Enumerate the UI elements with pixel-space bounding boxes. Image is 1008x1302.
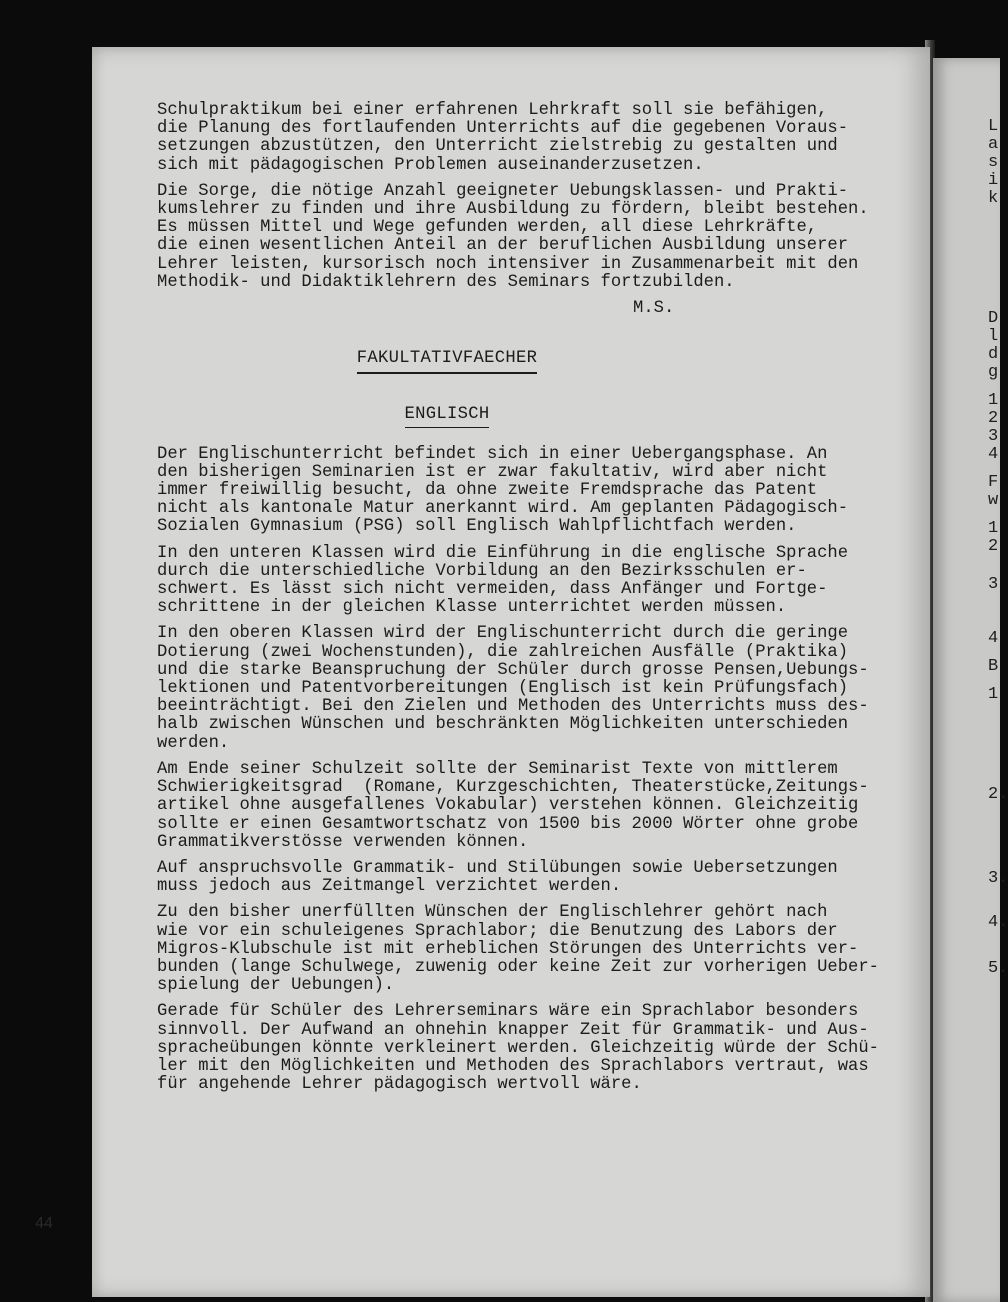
adjacent-margin-char: D	[988, 309, 999, 328]
paragraph: Am Ende seiner Schulzeit sollte der Seminarist Texte von mittlerem Schwierigkeitsgrad (Romane, Kurzgeschichten, Theaterstücke,Zeitungs- artikel ohne ausgefallenes Vokabular) verstehen können. Gleichzeitig sollte er einen Gesamtwortschatz von 1500 bis 2000 Wörter ohne grobe Grammatikverstösse verwenden können.	[157, 759, 869, 852]
adjacent-margin-char: L	[988, 117, 999, 136]
adjacent-margin-char: w	[988, 491, 999, 510]
adjacent-margin-char: k	[988, 189, 999, 208]
adjacent-margin-char: a	[988, 135, 999, 154]
subject-heading: ENGLISCH	[405, 406, 490, 427]
adjacent-margin-char: 1	[988, 685, 999, 704]
adjacent-margin-char: 2	[988, 409, 999, 428]
adjacent-margin-char: 4.	[988, 913, 1008, 932]
adjacent-margin-char: 2	[988, 537, 999, 556]
paragraph: Die Sorge, die nötige Anzahl geeigneter Uebungsklassen- und Prakti- kumslehrer zu finden und ihre Ausbildung zu fördern, bleibt bestehen. Es müssen Mittel und Wege gefunden werden, all diese Lehrkräfte, die einen wesentlichen Anteil an der beruflichen Ausbildung unserer Lehrer leisten, kursorisch noch intensiver in Zusammenarbeit mit den Methodik- und Didaktiklehrern des Seminars fortzubilden.	[157, 181, 869, 292]
adjacent-margin-char: 4	[988, 445, 999, 464]
paragraph: Gerade für Schüler des Lehrerseminars wäre ein Sprachlabor besonders sinnvoll. Der Aufwand an ohnehin knapper Zeit für Grammatik- und Aus- spracheübungen könnte verkleinert werden. Gleichzeitig würde der Schü- ler mit den Möglichkeiten und Methoden des Sprachlabors vertraut, was für angehende Lehrer pädagogisch wertvoll wäre.	[157, 1002, 879, 1095]
page-content	[157, 102, 917, 1102]
adjacent-margin-char: 3	[988, 575, 999, 594]
intro-section	[157, 102, 917, 318]
paragraph: Auf anspruchsvolle Grammatik- und Stilübungen sowie Uebersetzungen muss jedoch aus Zeitmangel verzichtet werden.	[157, 858, 838, 897]
paragraph: Der Englischunterricht befindet sich in einer Uebergangsphase. An den bisherigen Seminarien ist er zwar fakultativ, wird aber nicht immer freiwillig besucht, da ohne zweite Fremdsprache das Patent nicht als kantonale Matur anerkannt wird. Am geplanten Pädagogisch- Sozialen Gymnasium (PSG) soll Englisch Wahlpflichtfach werden.	[157, 444, 849, 537]
page-number	[0, 1215, 1000, 1233]
heading-block	[157, 350, 737, 427]
adjacent-page-edge	[933, 58, 1008, 1302]
adjacent-margin-char: 1	[988, 391, 999, 410]
author-initials: M.S.	[633, 299, 675, 319]
paragraph: In den oberen Klassen wird der Englischunterricht durch die geringe Dotierung (zwei Wochenstunden), die zahlreichen Ausfälle (Praktika) und die starke Beanspruchung der Schüler durch grosse Pensen,Uebungs- lektionen und Patentvorbereitungen (Englisch ist kein Prüfungsfach) beeinträchtigt. Bei den Zielen und Methoden des Unterrichts muss des- halb zwischen Wünschen und beschränkten Möglichkeiten unterschieden werden.	[157, 624, 869, 753]
adjacent-margin-char: l	[988, 327, 999, 346]
adjacent-margin-char: 1	[988, 519, 999, 538]
paragraph: Zu den bisher unerfüllten Wünschen der Englischlehrer gehört nach wie vor ein schuleigenes Sprachlabor; die Benutzung des Labors der Migros-Klubschule ist mit erheblichen Störungen des Unterrichts ver- bunden (lange Schulwege, zuwenig oder keine Zeit zur vorherigen Ueber- spielung der Uebungen).	[157, 903, 879, 996]
adjacent-margin-char: 3	[988, 427, 999, 446]
adjacent-margin-char: 4	[988, 629, 999, 648]
adjacent-margin-char: d	[988, 345, 999, 364]
adjacent-margin-char: g	[988, 363, 999, 382]
adjacent-margin-char: F	[988, 473, 999, 492]
adjacent-margin-char: B	[988, 657, 999, 676]
paragraph: In den unteren Klassen wird die Einführung in die englische Sprache durch die unterschiedliche Vorbildung an den Bezirksschulen er- schwert. Es lässt sich nicht vermeiden, dass Anfänger und Fortge- schrittene in der gleichen Klasse unterrichtet werden müssen.	[157, 543, 849, 618]
page-number-text: 44	[35, 1215, 53, 1232]
section-heading: FAKULTATIVFAECHER	[357, 350, 537, 374]
adjacent-margin-char: 3.	[988, 869, 1008, 888]
adjacent-margin-char: i	[988, 171, 999, 190]
paragraph: Schulpraktikum bei einer erfahrenen Lehrkraft soll sie befähigen, die Planung des fortlaufenden Unterrichts auf die gegebenen Voraus- setzungen abzustützen, den Unterricht zielstrebig zu gestalten und sich mit pädagogischen Problemen auseinanderzusetzen.	[157, 101, 849, 175]
adjacent-margin-char: s	[988, 153, 999, 172]
adjacent-margin-char: 2.	[988, 785, 1008, 804]
english-section-body	[157, 446, 917, 1095]
adjacent-margin-char: 5.	[988, 959, 1008, 978]
